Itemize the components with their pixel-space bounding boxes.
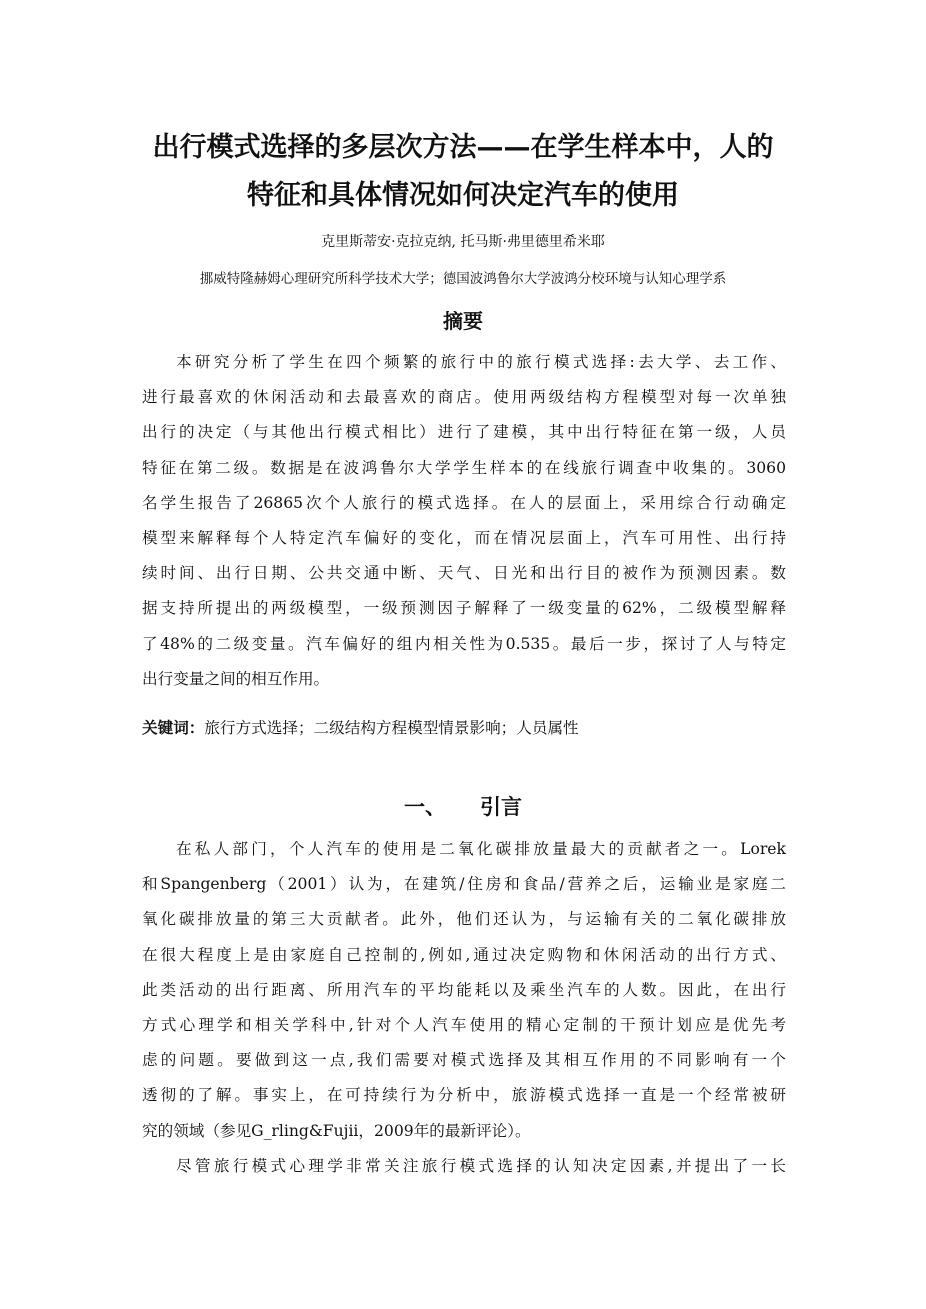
author-list: 克里斯蒂安·克拉克纳, 托马斯·弗里德里希米耶 (321, 234, 605, 250)
abstract-line: 进行最喜欢的休闲活动和去最喜欢的商店。使用两级结构方程模型对每一次单独 (142, 388, 786, 407)
abstract-line: 出行变量之间的相互作用。 (142, 669, 330, 688)
abstract-line: 出行的决定（与其他出行模式相比）进行了建模，其中出行特征在第一级，人员 (142, 423, 786, 442)
abstract-heading: 摘要 (443, 309, 483, 333)
keywords (142, 712, 579, 744)
paper-title (90, 124, 836, 220)
introduction-body (142, 832, 786, 1184)
paper-title-line-1: 出行模式选择的多层次方法——在学生样本中，人的 (152, 132, 774, 163)
section-title: 引言 (480, 795, 522, 819)
intro-line: 究的领域（参见G_rling&Fujii，2009年的最新评论）。 (142, 1121, 531, 1140)
abstract-line: 名学生报告了26865次个人旅行的模式选择。在人的层面上，采用综合行动确定 (142, 493, 786, 512)
abstract-line: 本研究分析了学生在四个频繁的旅行中的旅行模式选择:去大学、去工作、 (176, 353, 786, 371)
abstract-line: 模型来解释每个人特定汽车偏好的变化，而在情况层面上，汽车可用性、出行持 (142, 528, 786, 547)
abstract-line: 了48%的二级变量。汽车偏好的组内相关性为0.535。最后一步，探讨了人与特定 (142, 634, 786, 653)
section-number: 一、 (404, 795, 446, 819)
intro-line: 尽管旅行模式心理学非常关注旅行模式选择的认知决定因素,并提出了一长 (176, 1156, 786, 1175)
abstract-line: 特征在第二级。数据是在波鸿鲁尔大学学生样本的在线旅行调查中收集的。3060 (142, 458, 786, 477)
intro-line: 在私人部门，个人汽车的使用是二氧化碳排放量最大的贡献者之一。Lorek (176, 840, 786, 858)
intro-line: 在很大程度上是由家庭自己控制的,例如,通过决定购物和休闲活动的出行方式、 (142, 945, 786, 964)
abstract-line: 续时间、出行日期、公共交通中断、天气、日光和出行目的被作为预测因素。数 (142, 564, 786, 583)
abstract-line: 据支持所提出的两级模型，一级预测因子解释了一级变量的62%，二级模型解释 (142, 599, 786, 618)
intro-line: 此类活动的出行距离、所用汽车的平均能耗以及乘坐汽车的人数。因此，在出行 (142, 980, 786, 999)
intro-line: 和Spangenberg（2001）认为，在建筑/住房和食品/营养之后，运输业是家庭二 (142, 875, 786, 894)
intro-line: 透彻的了解。事实上，在可持续行为分析中，旅游模式选择一直是一个经常被研 (142, 1086, 786, 1105)
abstract-body (142, 345, 786, 697)
intro-line: 虑的问题。要做到这一点,我们需要对模式选择及其相互作用的不同影响有一个 (142, 1051, 786, 1070)
intro-line: 氧化碳排放量的第三大贡献者。此外，他们还认为，与运输有关的二氧化碳排放 (142, 910, 786, 929)
paper-title-line-2: 特征和具体情况如何决定汽车的使用 (247, 180, 679, 211)
intro-line: 方式心理学和相关学科中,针对个人汽车使用的精心定制的干预计划应是优先考 (142, 1015, 786, 1034)
keywords-text: 旅行方式选择；二级结构方程模型情景影响；人员属性 (204, 719, 579, 737)
section-heading-introduction (90, 790, 836, 824)
affiliation: 挪威特隆赫姆心理研究所科学技术大学；德国波鸿鲁尔大学波鸿分校环境与认知心理学系 (199, 271, 727, 287)
keywords-label: 关键词： (142, 719, 205, 737)
